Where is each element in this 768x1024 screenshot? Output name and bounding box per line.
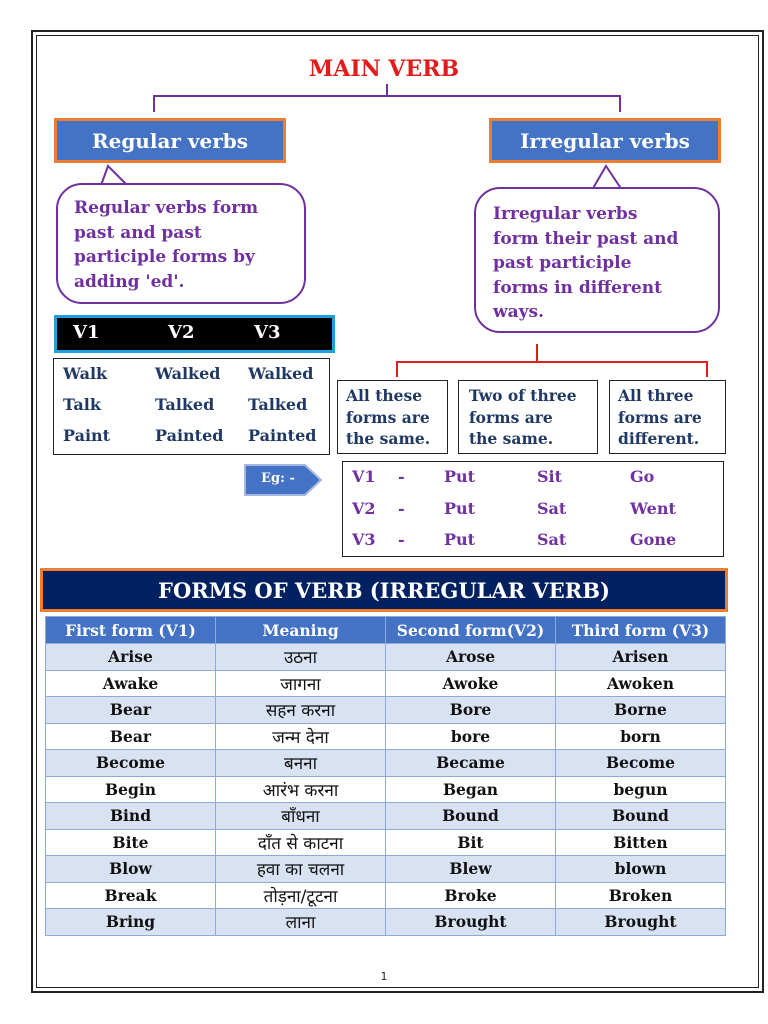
- table-row: [46, 697, 726, 724]
- table-cell: Break: [46, 882, 216, 909]
- table-cell: Paint: [63, 426, 111, 445]
- table-cell: Bite: [46, 829, 216, 856]
- example-table: [342, 461, 724, 557]
- table-cell: born: [556, 723, 726, 750]
- table-row: [46, 829, 726, 856]
- table-cell: V3: [352, 530, 376, 549]
- irregular-verbs-table: [45, 616, 726, 936]
- table-cell: दाँत से काटना: [216, 829, 386, 856]
- table-cell: Painted: [155, 426, 224, 445]
- v2-header: V2: [168, 322, 195, 343]
- table-cell: बनना: [216, 750, 386, 777]
- v-forms-header: [54, 315, 335, 353]
- regular-verbs-table: [53, 358, 330, 455]
- table-cell: Bore: [386, 697, 556, 724]
- column-header: First form (V1): [46, 617, 216, 644]
- table-cell: Went: [630, 499, 676, 518]
- section-banner: FORMS OF VERB (IRREGULAR VERB): [40, 568, 728, 612]
- table-cell: Begin: [46, 776, 216, 803]
- table-cell: V1: [352, 467, 376, 486]
- irregular-description-line: past participle: [493, 253, 632, 273]
- category-line: All these: [346, 386, 423, 405]
- table-cell: Became: [386, 750, 556, 777]
- table-cell: Talked: [155, 395, 215, 414]
- table-cell: Arose: [386, 644, 556, 671]
- table-cell: blown: [556, 856, 726, 883]
- table-cell: जागना: [216, 670, 386, 697]
- table-cell: Broken: [556, 882, 726, 909]
- irregular-description-line: Irregular verbs: [493, 204, 638, 224]
- category-all-different: [609, 380, 726, 454]
- table-cell: Talk: [63, 395, 101, 414]
- regular-description-line: participle forms by: [74, 247, 255, 267]
- table-cell: Sat: [537, 499, 567, 518]
- table-row: [46, 723, 726, 750]
- category-line: Two of three: [469, 386, 577, 405]
- column-header: Third form (V3): [556, 617, 726, 644]
- regular-description-line: Regular verbs form: [74, 198, 259, 218]
- example-label: Eg: -: [261, 471, 295, 486]
- category-line: the same.: [469, 429, 554, 448]
- regular-verbs-box: Regular verbs: [54, 118, 286, 163]
- table-cell: Blew: [386, 856, 556, 883]
- table-cell: Sit: [537, 467, 563, 486]
- table-row: [46, 882, 726, 909]
- v3-header: V3: [254, 322, 281, 343]
- table-cell: Arise: [46, 644, 216, 671]
- regular-description-line: past and past: [74, 222, 202, 243]
- table-cell: Put: [444, 530, 476, 549]
- regular-description-callout: [56, 183, 306, 304]
- table-cell: लाना: [216, 909, 386, 936]
- table-cell: Blow: [46, 856, 216, 883]
- table-cell: -: [398, 530, 405, 549]
- table-row: [46, 750, 726, 777]
- table-cell: Become: [46, 750, 216, 777]
- table-cell: Bind: [46, 803, 216, 830]
- table-cell: bore: [386, 723, 556, 750]
- category-line: different.: [618, 429, 700, 448]
- page-number: 1: [380, 970, 388, 983]
- irregular-description-line: form their past and: [493, 228, 679, 249]
- table-cell: -: [398, 499, 405, 518]
- regular-description-line: adding 'ed'.: [74, 271, 185, 292]
- table-cell: Bit: [386, 829, 556, 856]
- table-cell: Painted: [248, 426, 317, 445]
- table-cell: Go: [630, 467, 655, 486]
- table-cell: Brought: [386, 909, 556, 936]
- table-cell: Awoke: [386, 670, 556, 697]
- table-cell: Arisen: [556, 644, 726, 671]
- table-cell: Borne: [556, 697, 726, 724]
- table-row: [46, 644, 726, 671]
- table-cell: Become: [556, 750, 726, 777]
- category-line: forms are: [469, 407, 553, 427]
- table-cell: -: [398, 467, 405, 486]
- category-line: forms are: [346, 407, 430, 427]
- table-row: [46, 856, 726, 883]
- irregular-description-line: ways.: [493, 302, 545, 322]
- table-row: [46, 670, 726, 697]
- table-cell: Bitten: [556, 829, 726, 856]
- category-two-same: [458, 380, 598, 454]
- table-cell: Sat: [537, 530, 567, 549]
- category-line: All three: [618, 386, 694, 405]
- irregular-description-callout: [474, 187, 720, 333]
- table-cell: उठना: [216, 644, 386, 671]
- table-cell: Put: [444, 467, 476, 486]
- table-cell: Brought: [556, 909, 726, 936]
- table-cell: Bound: [556, 803, 726, 830]
- table-cell: Bring: [46, 909, 216, 936]
- table-cell: Talked: [248, 395, 308, 414]
- table-cell: V2: [352, 499, 376, 518]
- table-row: [46, 909, 726, 936]
- table-cell: तोड़ना/टूटना: [216, 882, 386, 909]
- column-header: Meaning: [216, 617, 386, 644]
- category-all-same: [337, 380, 448, 454]
- table-cell: हवा का चलना: [216, 856, 386, 883]
- table-cell: Walk: [63, 364, 108, 383]
- table-cell: Bound: [386, 803, 556, 830]
- table-cell: जन्म देना: [216, 723, 386, 750]
- v1-header: V1: [73, 322, 100, 343]
- page-title: MAIN VERB: [308, 56, 460, 82]
- table-cell: Walked: [155, 364, 221, 383]
- table-cell: Awoken: [556, 670, 726, 697]
- table-cell: Bear: [46, 697, 216, 724]
- table-cell: बाँधना: [216, 803, 386, 830]
- table-cell: Bear: [46, 723, 216, 750]
- table-cell: सहन करना: [216, 697, 386, 724]
- table-cell: Began: [386, 776, 556, 803]
- table-cell: आरंभ करना: [216, 776, 386, 803]
- category-line: the same.: [346, 429, 431, 448]
- table-header-row: [46, 617, 726, 644]
- table-cell: Broke: [386, 882, 556, 909]
- table-row: [46, 776, 726, 803]
- table-cell: begun: [556, 776, 726, 803]
- column-header: Second form(V2): [386, 617, 556, 644]
- table-cell: Walked: [248, 364, 314, 383]
- example-arrow-label: [243, 463, 323, 497]
- table-cell: Awake: [46, 670, 216, 697]
- table-row: [46, 803, 726, 830]
- irregular-description-line: forms in different: [493, 277, 662, 298]
- irregular-verbs-box: Irregular verbs: [489, 118, 721, 163]
- table-cell: Put: [444, 499, 476, 518]
- category-line: forms are: [618, 407, 702, 427]
- table-cell: Gone: [630, 530, 677, 549]
